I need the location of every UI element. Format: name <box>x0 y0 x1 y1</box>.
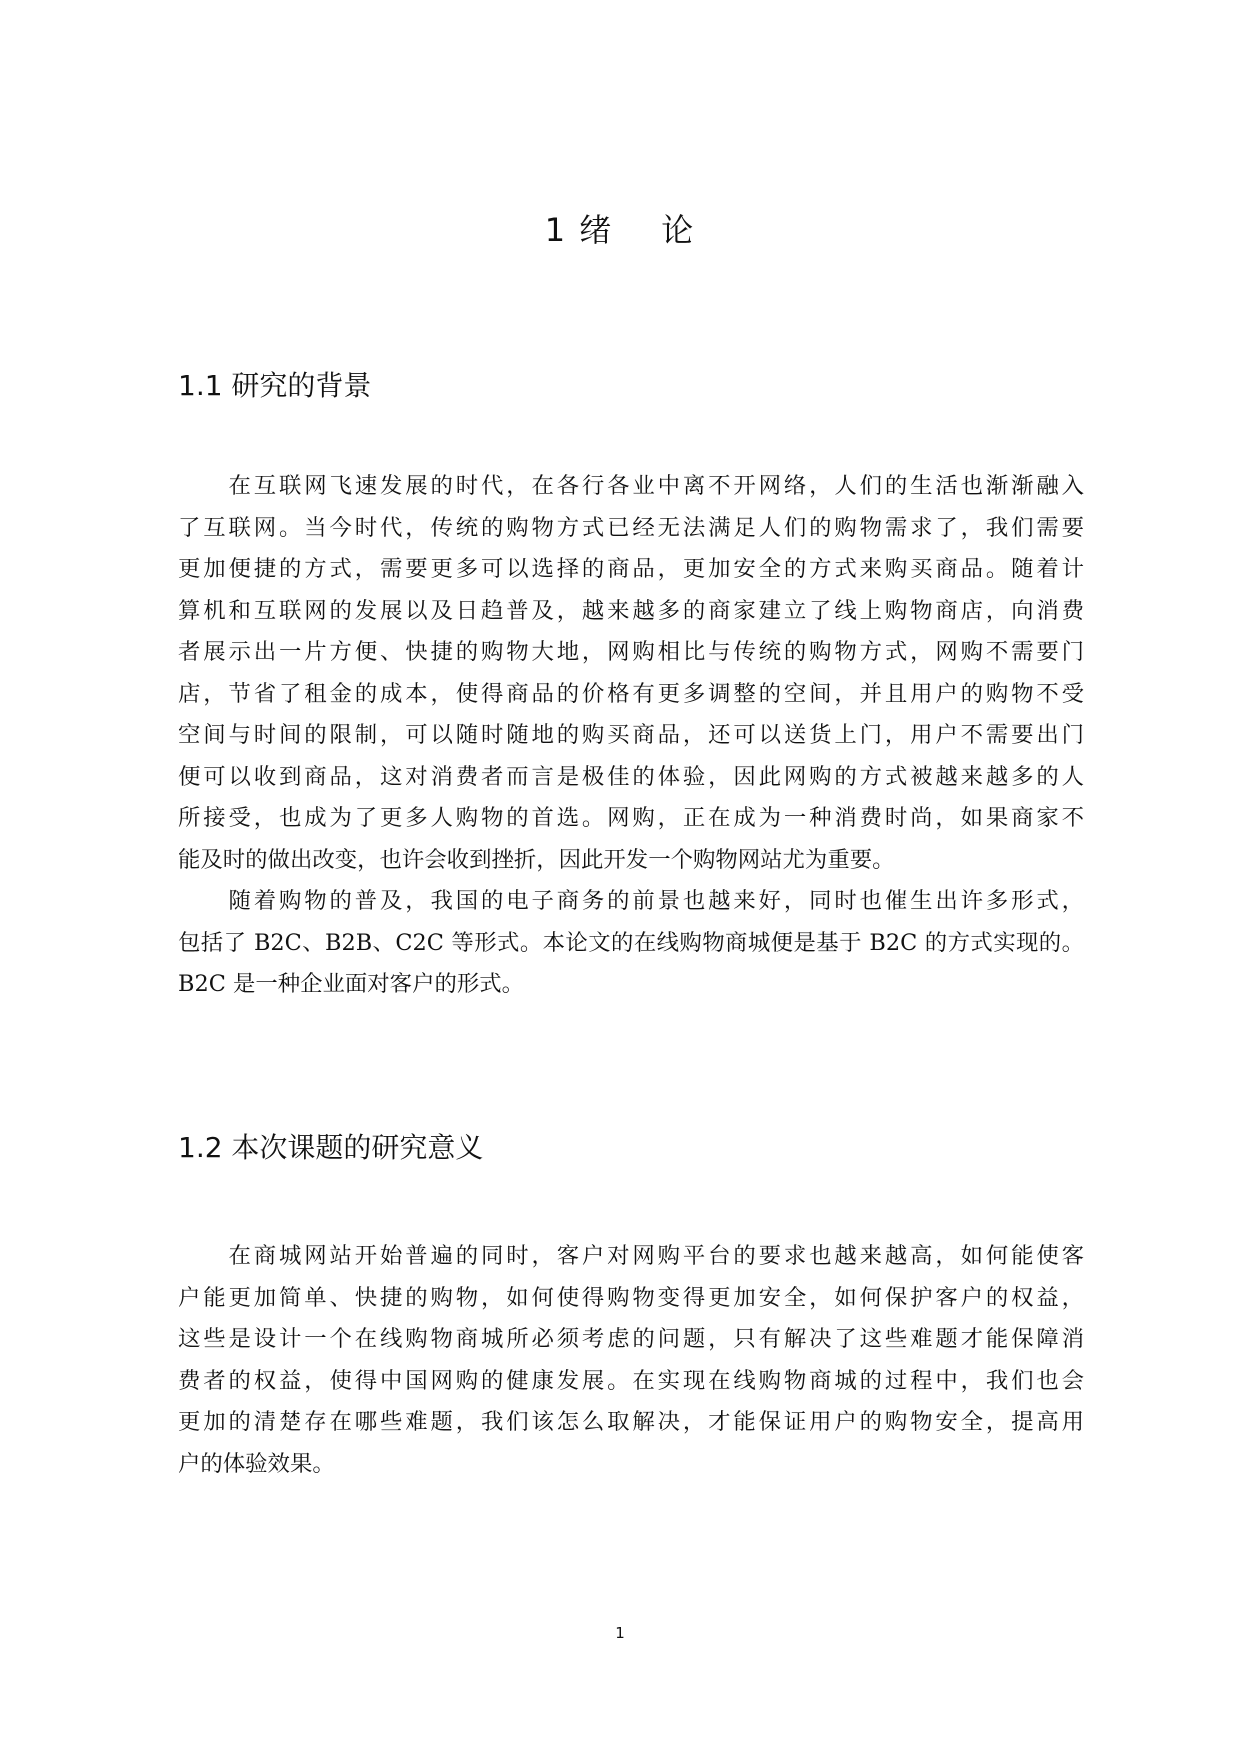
text-line: 能及时的做出改变，也许会收到挫折，因此开发一个购物网站尤为重要。 <box>178 846 895 873</box>
text-line: 了互联网。当今时代，传统的购物方式已经无法满足人们的购物需求了，我们需要 <box>178 514 1084 541</box>
text-line: 在商城网站开始普遍的同时，客户对网购平台的要求也越来越高，如何能使客 <box>178 1243 1084 1269</box>
text-line: 便可以收到商品，这对消费者而言是极佳的体验，因此网购的方式被越来越多的人 <box>178 763 1084 790</box>
chapter-title <box>0 205 1240 251</box>
text-line: 在互联网飞速发展的时代，在各行各业中离不开网络，人们的生活也渐渐融入 <box>178 473 1084 499</box>
chapter-title-part-2: 论 <box>661 211 696 249</box>
text-line: 店，节省了租金的成本，使得商品的价格有更多调整的空间，并且用户的购物不受 <box>178 680 1084 707</box>
text-line: 者展示出一片方便、快捷的购物大地，网购相比与传统的购物方式，网购不需要门 <box>178 639 1084 665</box>
paragraph-1-1-a <box>178 466 1084 1006</box>
text-line: 包括了 B2C、B2B、C2C 等形式。本论文的在线购物商城便是基于 B2C 的方式实现的。 <box>178 929 1084 956</box>
text-line: 户能更加简单、快捷的购物，如何使得购物变得更加安全，如何保护客户的权益， <box>178 1284 1084 1311</box>
page-number: 1 <box>615 1624 625 1642</box>
text-line: 所接受，也成为了更多人购物的首选。网购，正在成为一种消费时尚，如果商家不 <box>178 805 1084 831</box>
text-line: 算机和互联网的发展以及日趋普及，越来越多的商家建立了线上购物商店，向消费 <box>178 597 1084 624</box>
paragraph-1-2-a <box>178 1236 1084 1485</box>
text-line: 费者的权益，使得中国网购的健康发展。在实现在线购物商城的过程中，我们也会 <box>178 1367 1084 1394</box>
text-line: 空间与时间的限制，可以随时随地的购买商品，还可以送货上门，用户不需要出门 <box>178 722 1084 748</box>
section-heading-1-2: 1.2 本次课题的研究意义 <box>178 1131 484 1164</box>
chapter-number: 1 <box>544 211 568 249</box>
text-line: 这些是设计一个在线购物商城所必须考虑的问题，只有解决了这些难题才能保障消 <box>178 1326 1084 1352</box>
section-heading-1-1: 1.1 研究的背景 <box>178 369 372 402</box>
chapter-title-part-1: 绪 <box>579 211 614 249</box>
text-line: 更加的清楚存在哪些难题，我们该怎么取解决，才能保证用户的购物安全，提高用 <box>178 1409 1084 1435</box>
text-line: 更加便捷的方式，需要更多可以选择的商品，更加安全的方式来购买商品。随着计 <box>178 556 1084 582</box>
text-line: 随着购物的普及，我国的电子商务的前景也越来好，同时也催生出许多形式， <box>178 888 1084 914</box>
text-line: B2C 是一种企业面对客户的形式。 <box>178 971 525 997</box>
text-line: 户的体验效果。 <box>178 1450 335 1477</box>
